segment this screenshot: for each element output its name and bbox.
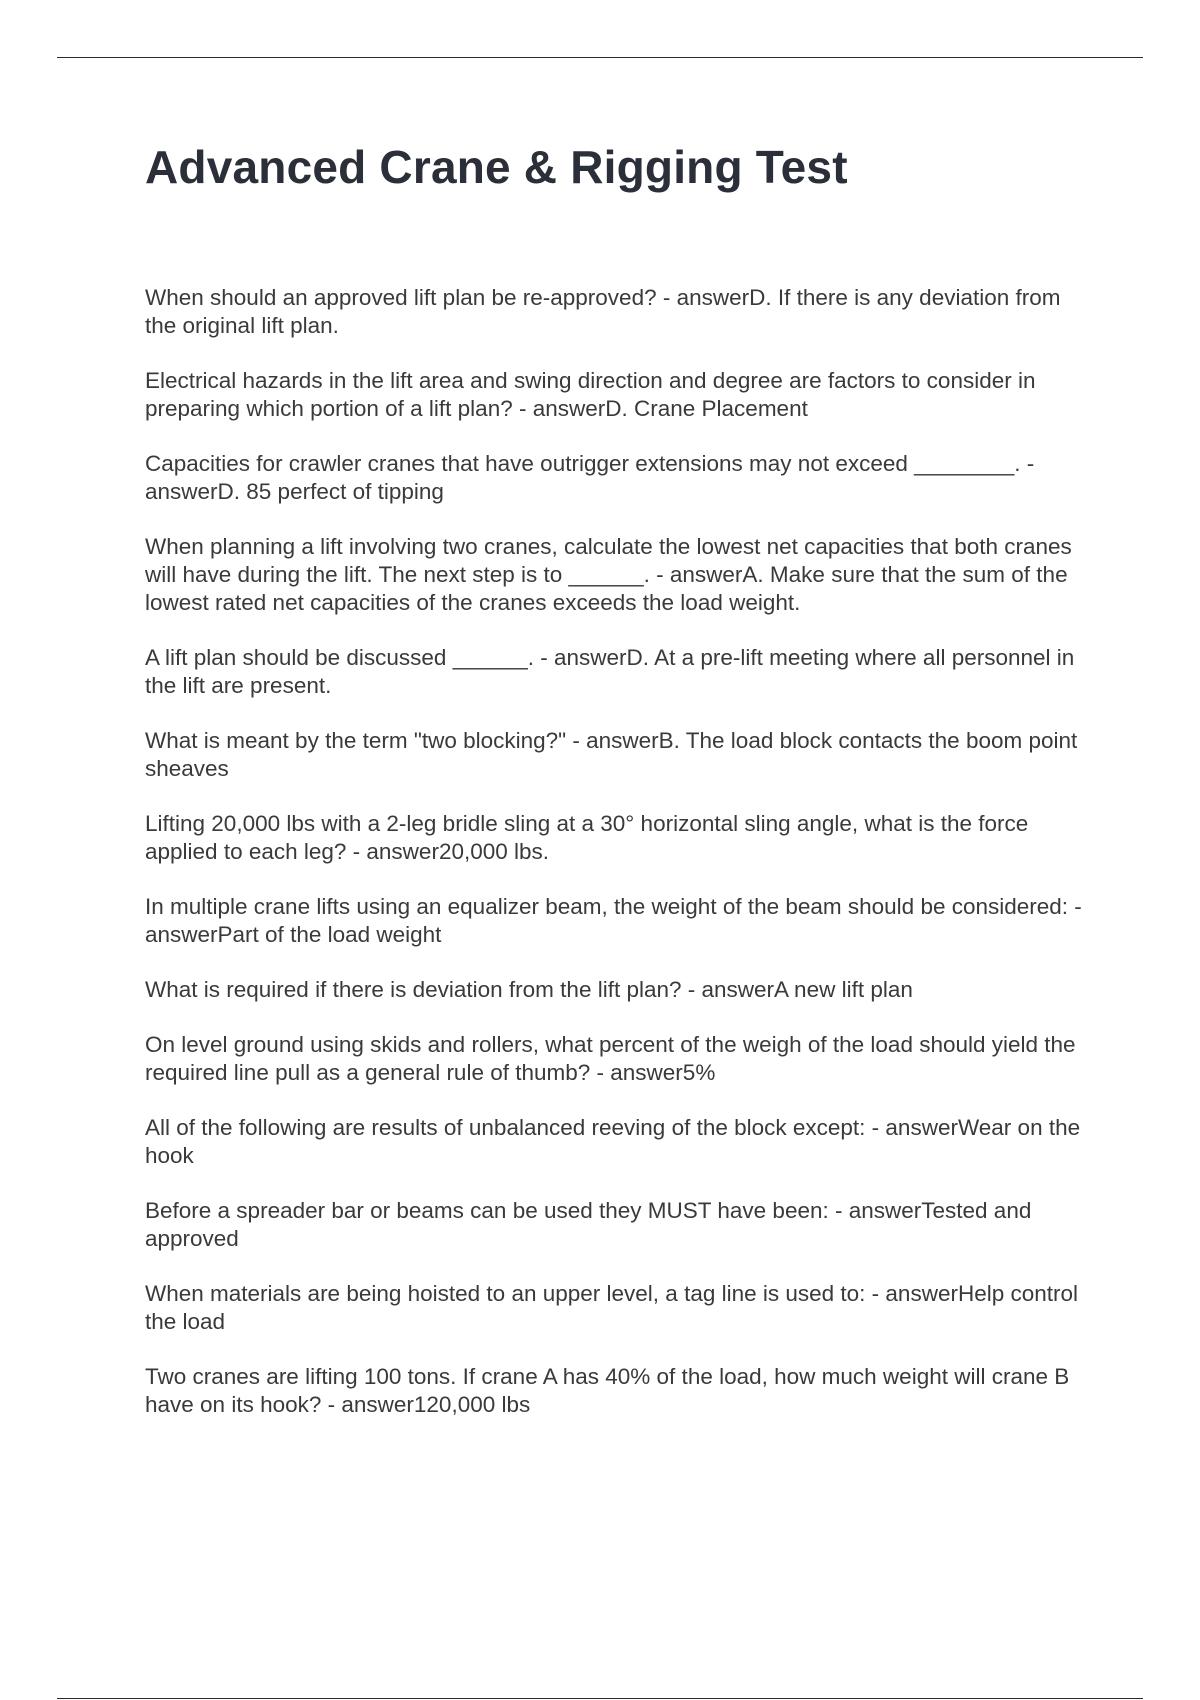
question-item: What is required if there is deviation from the lift plan? - answerA new lift plan	[145, 977, 913, 1002]
question-item: Lifting 20,000 lbs with a 2-leg bridle sling at a 30° horizontal sling angle, what is the force applied to each leg? - answer20,000 lbs.	[145, 811, 1029, 864]
question-item: When should an approved lift plan be re-approved? - answerD. If there is any deviation from the original lift plan.	[145, 285, 1061, 338]
question-item: What is meant by the term "two blocking?" - answerB. The load block contacts the boom point sheaves	[145, 728, 1078, 781]
question-item: Electrical hazards in the lift area and swing direction and degree are factors to consider in preparing which portion of a lift plan? - answerD. Crane Placement	[145, 368, 1036, 421]
question-item: A lift plan should be discussed ______. - answerD. At a pre-lift meeting where all personnel in the lift are present.	[145, 645, 1075, 698]
question-item: Capacities for crawler cranes that have outrigger extensions may not exceed ________. - answerD. 85 perfect of tipping	[145, 451, 1035, 504]
page-title: Advanced Crane & Rigging Test	[145, 141, 848, 193]
top-rule	[57, 57, 1143, 58]
question-item: When materials are being hoisted to an upper level, a tag line is used to: - answerHelp control the load	[145, 1281, 1079, 1334]
question-item: Before a spreader bar or beams can be used they MUST have been: - answerTested and approved	[145, 1198, 1032, 1251]
question-item: On level ground using skids and rollers, what percent of the weigh of the load should yield the required line pull as a general rule of thumb? - answer5%	[145, 1032, 1076, 1085]
question-item: In multiple crane lifts using an equalizer beam, the weight of the beam should be considered: - answerPart of the load weight	[145, 894, 1082, 947]
bottom-rule	[57, 1698, 1143, 1699]
question-item: Two cranes are lifting 100 tons. If crane A has 40% of the load, how much weight will crane B have on its hook? - answer120,000 lbs	[145, 1364, 1070, 1417]
question-list	[145, 284, 1085, 1446]
question-item: All of the following are results of unbalanced reeving of the block except: - answerWear on the hook	[145, 1115, 1081, 1168]
question-item: When planning a lift involving two cranes, calculate the lowest net capacities that both cranes will have during the lift. The next step is to ______. - answerA. Make sure that the sum of the lowest rated net capacities of the cranes exceeds the load weight.	[145, 534, 1072, 615]
